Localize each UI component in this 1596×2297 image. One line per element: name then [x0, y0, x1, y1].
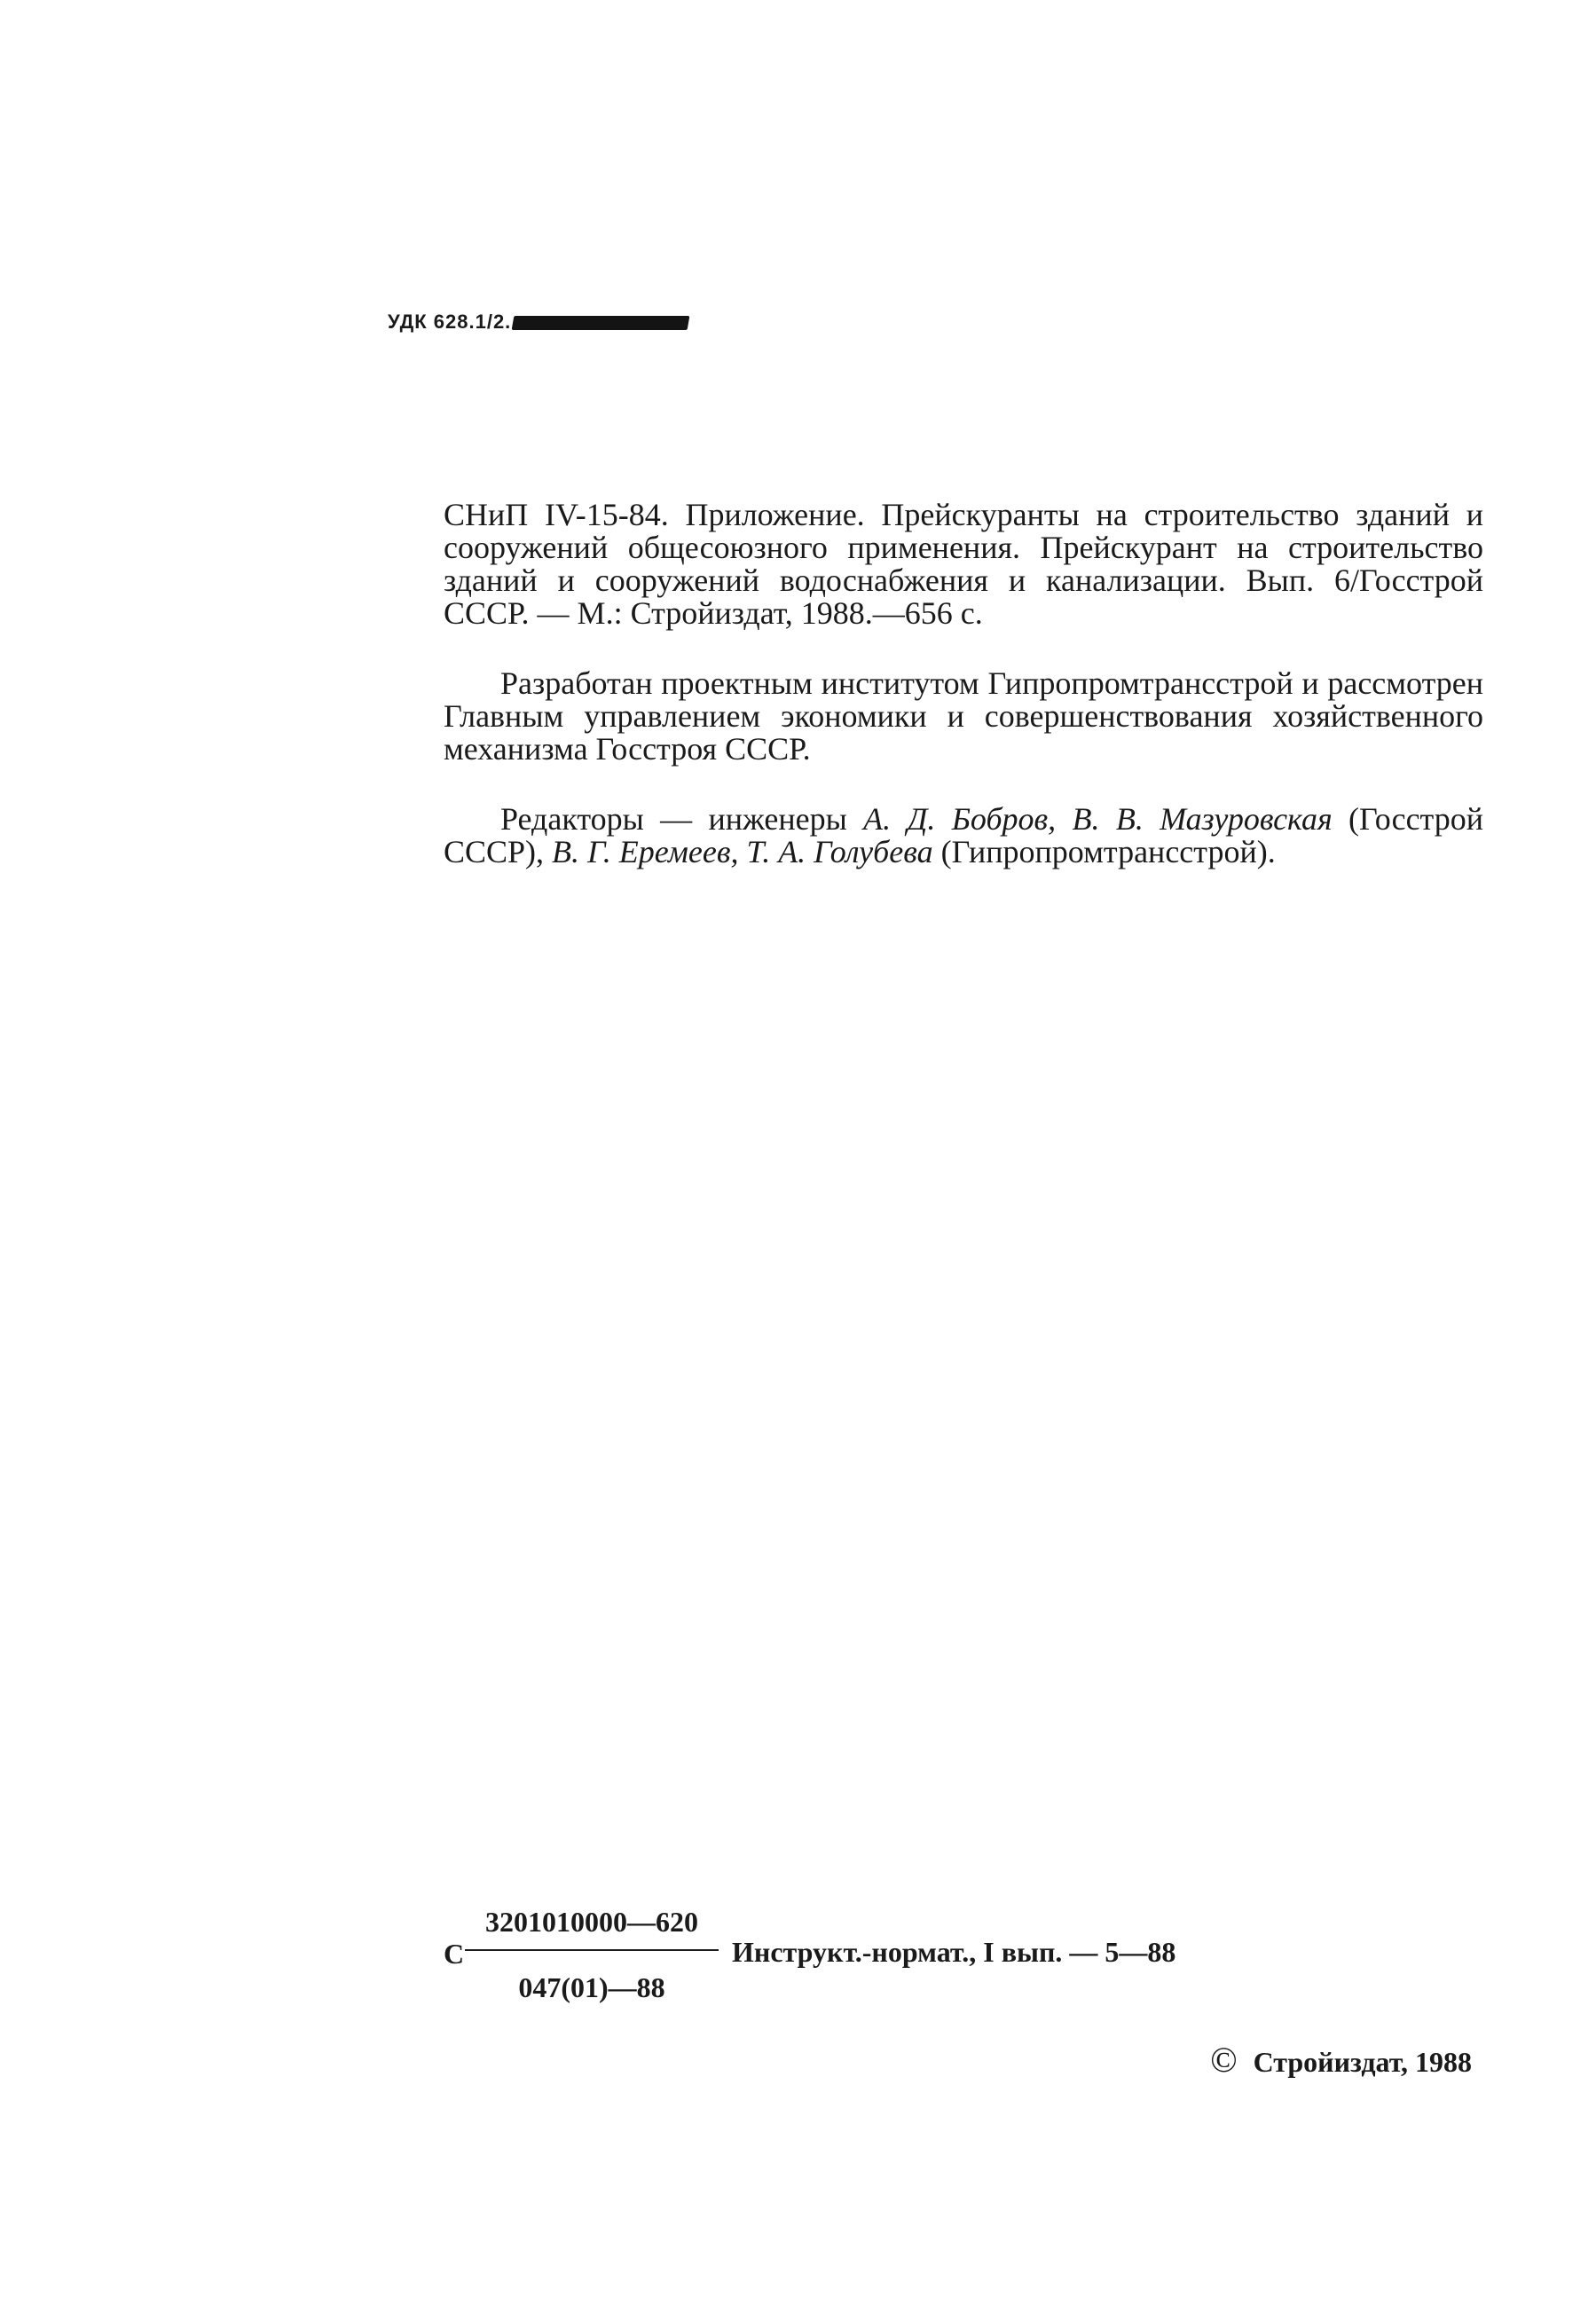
- editors-names-1: А. Д. Бобров, В. В. Мазуровская: [863, 801, 1333, 837]
- developer-text: Разработан проектным институтом Гипропромтрансстрой и рассмотрен Главным управлением экономики и совершенствования хозяйственного механизма Госстроя СССР.: [444, 665, 1483, 767]
- udk-label: УДК 628.1/2.: [388, 311, 512, 333]
- editors-names-2: В. Г. Еремеев, Т. А. Голубева: [552, 834, 933, 869]
- udk-redacted-blot: [512, 316, 690, 330]
- fraction-line: [465, 1949, 719, 1951]
- editors-org-2: (Гипропромтрансстрой).: [932, 834, 1276, 869]
- bibliographic-description: [444, 499, 1483, 630]
- copyright-text: Стройиздат, 1988: [1253, 2046, 1472, 2078]
- editors-org-1: (Госстрой СССР),: [444, 801, 1483, 869]
- copyright-icon: ©: [1210, 2040, 1238, 2080]
- developer-paragraph: [444, 667, 1483, 766]
- code-note: Инструкт.-нормат., I вып. — 5—88: [732, 1936, 1176, 1968]
- editors-line: [444, 803, 1483, 869]
- code-denominator: 047(01)—88: [518, 1971, 665, 2003]
- bibliographic-text: СНиП IV-15-84. Приложение. Прейскуранты на строительство зданий и сооружений общесоюзного применения. Прейскурант на строительство зданий и сооружений водоснабжения и канализации. Вып. 6/Госстрой СССР. — М.: Стройиздат, 1988.—656 с.: [444, 497, 1483, 631]
- publication-code: [444, 1906, 1260, 2012]
- editors-lead: Редакторы — инженеры: [500, 801, 864, 837]
- editors-paragraph: [444, 803, 1483, 869]
- code-letter: С: [444, 1938, 465, 1970]
- udk-index: [388, 311, 688, 334]
- code-numerator: 3201010000—620: [485, 1906, 698, 1938]
- copyright-line: [1210, 2039, 1472, 2081]
